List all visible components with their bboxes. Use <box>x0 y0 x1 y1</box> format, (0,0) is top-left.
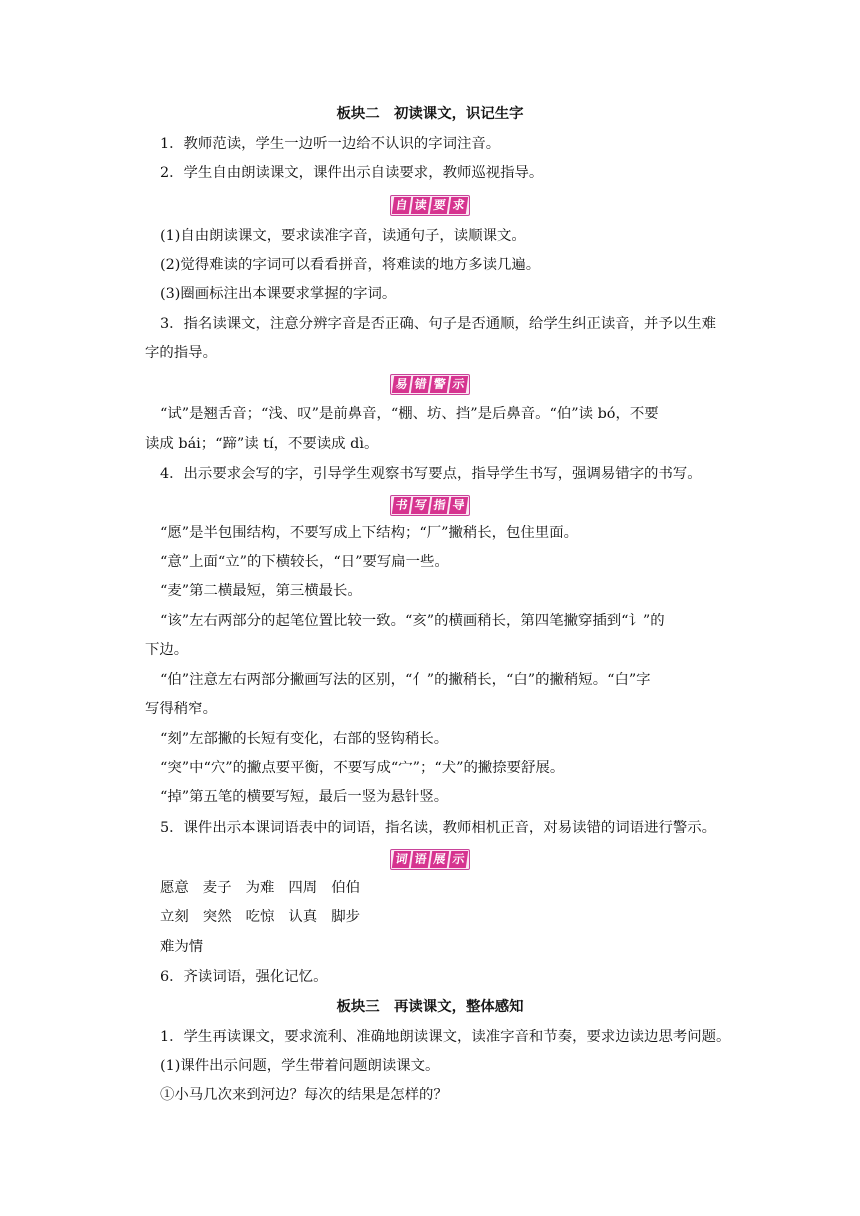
word: 为难 <box>245 880 275 896</box>
badge-word-display <box>145 848 715 870</box>
word: 伯伯 <box>331 880 360 896</box>
word: 认真 <box>288 909 318 925</box>
paragraph: (1)课件出示问题，学生带着问题朗读课文。 <box>160 1058 440 1074</box>
badge-char: 书 <box>392 497 411 514</box>
question-item: ①小马几次来到河边？每次的结果是怎样的？ <box>160 1087 448 1103</box>
writing-note: “该”左右两部分的起笔位置比较一致。“亥”的横画稍长，第四笔撇穿插到“讠”的 <box>160 613 665 629</box>
word-list-row <box>160 878 741 898</box>
paragraph: 2．学生自由朗读课文，课件出示自读要求，教师巡视指导。 <box>160 165 544 181</box>
badge-writing-guidance <box>145 494 715 516</box>
badge-char: 指 <box>430 497 449 514</box>
badge-char: 读 <box>411 197 430 214</box>
paragraph: 5．课件出示本课词语表中的词语，指名读，教师相机正音，对易读错的词语进行警示。 <box>160 820 717 836</box>
paragraph: 1．学生再读课文，要求流利、准确地朗读课文，读准字音和节奏，要求边读边思考问题。 <box>160 1029 731 1045</box>
paragraph: 1．教师范读，学生一边听一边给不认识的字词注音。 <box>160 136 501 152</box>
section2-title: 板块二 初读课文，识记生字 <box>336 105 524 122</box>
pronunciation-note: “试”是翘舌音；“浅、叹”是前鼻音，“棚、坊、挡”是后鼻音。“伯”读 bó，不要 <box>160 406 659 422</box>
writing-note: “愿”是半包围结构，不要写成上下结构；“厂”撇稍长，包住里面。 <box>160 525 578 541</box>
badge-char: 语 <box>411 851 430 868</box>
badge-common-errors <box>145 373 715 395</box>
pronunciation-note-continuation: 读成 bái；“蹄”读 tí，不要读成 dì。 <box>145 436 379 452</box>
badge-char: 警 <box>430 376 449 393</box>
writing-note: “麦”第二横最短，第三横最长。 <box>160 583 362 599</box>
badge-char: 易 <box>392 376 411 393</box>
paragraph: 3．指名读课文，注意分辨字音是否正确、句子是否通顺，给学生纠正读音，并予以生难 <box>160 316 717 332</box>
writing-note-continuation: 下边。 <box>145 642 189 658</box>
word-list-row <box>160 907 741 927</box>
requirement-item: (2)觉得难读的字词可以看看拼音，将难读的地方多读几遍。 <box>160 257 541 273</box>
word: 四周 <box>288 880 318 896</box>
badge-char: 示 <box>449 376 468 393</box>
paragraph-continuation: 字的指导。 <box>145 345 217 361</box>
writing-note: “意”上面“立”的下横较长，“日”要写扁一些。 <box>160 554 449 570</box>
requirement-item: (1)自由朗读课文，要求读准字音，读通句子，读顺课文。 <box>160 228 526 244</box>
badge-char: 示 <box>449 851 468 868</box>
writing-note: “掉”第五笔的横要写短，最后一竖为悬针竖。 <box>160 789 449 805</box>
writing-note: “刻”左部撇的长短有变化，右部的竖钩稍长。 <box>160 731 449 747</box>
word: 愿意 <box>160 880 189 896</box>
badge-char: 写 <box>411 497 430 514</box>
badge-char: 导 <box>449 497 468 514</box>
badge-char: 要 <box>430 197 449 214</box>
word-list-row: 难为情 <box>160 939 204 955</box>
word: 吃惊 <box>245 909 275 925</box>
word: 脚步 <box>331 909 360 925</box>
section3-title: 板块三 再读课文，整体感知 <box>336 998 524 1015</box>
badge-reading-requirements <box>145 194 715 216</box>
writing-note: “伯”注意左右两部分撇画写法的区别，“亻”的撇稍长，“白”的撇稍短。“白”字 <box>160 672 651 688</box>
badge-char: 求 <box>449 197 468 214</box>
badge-char: 词 <box>392 851 411 868</box>
word: 突然 <box>202 909 232 925</box>
writing-note: “突”中“穴”的撇点要平衡，不要写成“宀”；“犬”的撇捺要舒展。 <box>160 760 565 776</box>
writing-note-continuation: 写得稍窄。 <box>145 701 217 717</box>
badge-char: 错 <box>411 376 430 393</box>
requirement-item: (3)圈画标注出本课要求掌握的字词。 <box>160 286 397 302</box>
badge-char: 展 <box>430 851 449 868</box>
word: 麦子 <box>202 880 232 896</box>
word: 立刻 <box>160 909 189 925</box>
paragraph: 6．齐读词语，强化记忆。 <box>160 969 328 985</box>
badge-char: 自 <box>392 197 411 214</box>
paragraph: 4．出示要求会写的字，引导学生观察书写要点，指导学生书写，强调易错字的书写。 <box>160 466 702 482</box>
